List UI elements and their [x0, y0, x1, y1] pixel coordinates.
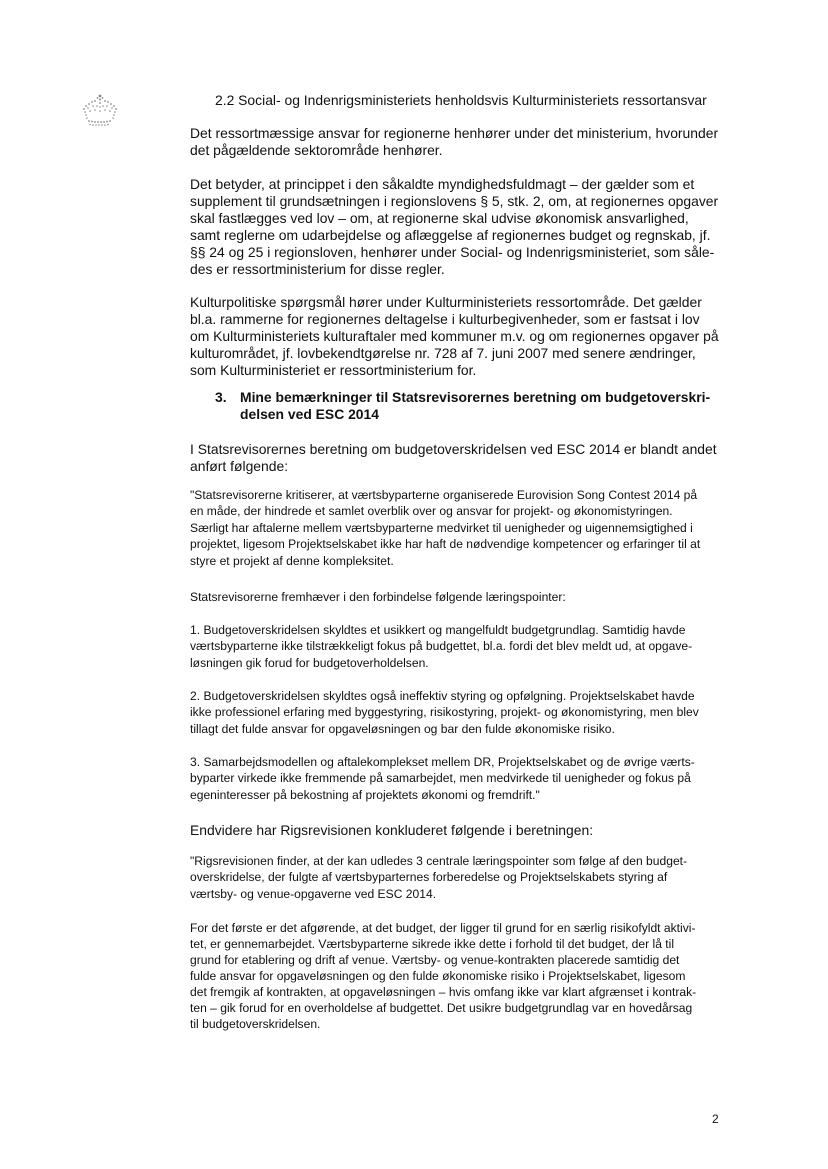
crown-logo-icon [80, 93, 120, 129]
section-3-heading: Mine bemærkninger til Statsrevisorernes beretning om budgetoverskri- delsen ved ESC 2014 [240, 389, 711, 422]
laeringspoint-3: 3. Samarbejdsmodellen og aftalekomplekset mellem DR, Projektselskabet og de øvrige værts- byparter virkede ikke fremmende på samarbejdet, men medvirkede til uenigheder og fokus på egeninteresser på bekostning af projektets økonomi og fremdrift." [190, 755, 695, 802]
quote-rigsrevisionen: "Rigsrevisionen finder, at der kan udledes 3 centrale læringspointer som følge af den budget- overskridelse, der fulgte af værtsbyparternes forberedelse og Projektselskabets styring af værtsby- og venue-opgaverne ved ESC 2014. [190, 854, 688, 901]
laeringspoint-2: 2. Budgetoverskridelsen skyldtes også ineffektiv styring og opfølgning. Projektselskabet havde ikke professionel erfaring med byggestyring, risikostyring, projekt- og økonomistyring, men blev tillagt det fulde ansvar for opgaveløsningen og bar den fulde økonomiske risiko. [190, 689, 699, 736]
quote-for-det-foerste: For det første er det afgørende, at det budget, der ligger til grund for en særlig risikofyldt aktivi- tet, er gennemarbejdet. Værtsbyparterne sikrede ikke dette i forhold til det budget, der lå til grund for etablering og drift af venue. Værtsby- og venue-kontrakten placerede samtidig det fulde ansvar for opgaveløsningen og den fulde økonomiske risiko i Projektselskabet, ligesom det fremgik af kontrakten, at opgaveløsningen – hvis omfang ikke var klart afgrænset i kontrak- ten – gik forud for en overholdelse af budgettet. Det usikre budgetgrundlag var en hovedårsag til budgetoverskridelsen. [190, 921, 697, 1031]
laeringspoint-1: 1. Budgetoverskridelsen skyldtes et usikkert og mangelfuldt budgetgrundlag. Samtidig havde værtsbyparterne ikke tilstrækkeligt fokus på budgettet, bl.a. fordi det blev meldt ud, at opgave- løsningen gik forud for budgetoverholdelsen. [190, 623, 693, 670]
section-3-number: 3. [215, 389, 227, 405]
paragraph-rigsrevisionen-intro: Endvidere har Rigsrevisionen konkluderet følgende i beretningen: [190, 822, 594, 838]
section-2-2-heading: 2.2 Social- og Indenrigsministeriets henholdsvis Kulturministeriets ressortansvar [215, 92, 707, 108]
paragraph-ressortansvar: Det ressortmæssige ansvar for regionerne henhører under det ministerium, hvorunder det pågældende sektorområde henhører. [190, 125, 719, 158]
paragraph-kulturpolitik: Kulturpolitiske spørgsmål hører under Kulturministeriets ressortområde. Det gælder bl.a. rammerne for regionernes deltagelse i kulturbegivenheder, som er fastsat i lov om Kulturministeriets kulturaftaler med kommuner m.v. og om regionernes opgaver på kulturområdet, jf. lovbekendtgørelse nr. 728 af 7. juni 2007 med senere ændringer, som Kulturministeriet er ressortministerium for. [190, 294, 719, 378]
paragraph-intro: I Statsrevisorernes beretning om budgetoverskridelsen ved ESC 2014 er blandt andet anført følgende: [190, 441, 717, 474]
page-number: 2 [712, 1112, 719, 1126]
quote-lead: Statsrevisorerne fremhæver i den forbindelse følgende læringspointer: [190, 590, 566, 604]
paragraph-myndighedsfuldmagt: Det betyder, at princippet i den såkaldte myndighedsfuldmagt – der gælder som et supplement til grundsætningen i regionslovens § 5, stk. 2, om, at regionernes opgaver skal fastlægges ved lov – om, at regionerne skal udvise økonomisk ansvarlighed, samt reglerne om udarbejdelse og aflæggelse af regionernes budget og regnskab, jf. §§ 24 og 25 i regionsloven, henhører under Social- og Indenrigsministeriet, som såle- des er ressortministerium for disse regler. [190, 176, 719, 277]
quote-statsrevisorerne: "Statsrevisorerne kritiserer, at værtsbyparterne organiserede Eurovision Song Contest 2014 på en måde, der hindrede et samlet overblik over og ansvar for projekt- og økonomistyringen. Særligt har aftalerne mellem værtsbyparterne medvirket til uenigheder og uigennemsigtighed i projektet, ligesom Projektselskabet ikke har haft de nødvendige kompetencer og erfaringer til at styre et projekt af denne kompleksitet. [190, 488, 701, 568]
